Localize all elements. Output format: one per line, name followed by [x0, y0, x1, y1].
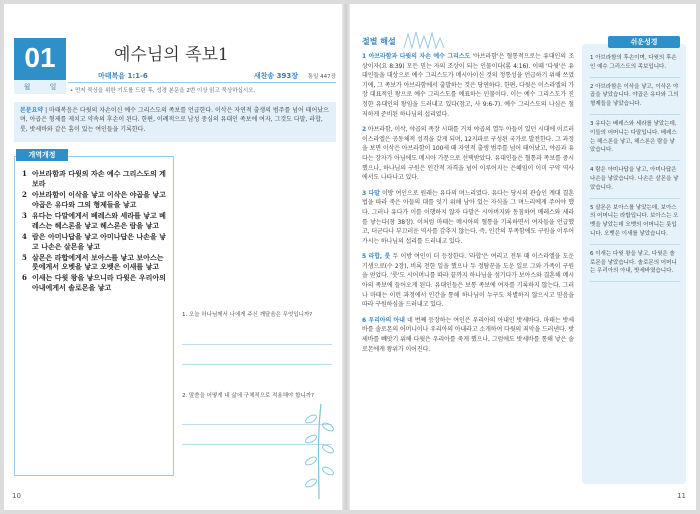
plant-illustration-icon	[299, 399, 339, 499]
right-page	[350, 4, 696, 510]
commentary-paragraph: 6 우리아의 아내 네 번째 등장하는 여인은 우리아의 아내인 밧세바다. 마태는 밧세바를 솔로몬의 어머니이나 우리아의 아내라고 소개하여 다윗의 죄악을 드러낸다. 밧세바를 빼앗기 위해 다윗은 우리아를 죽게 했으나, 그럼에도 밧세바를 통해 낳은 솔로몬에게 왕위가 이어진다.	[362, 316, 575, 353]
day-badge	[14, 38, 66, 94]
commentary-paragraph: 5 라합, 룻 두 이방 여인이 더 등장한다. '라합'은 여리고 전투 때 이스라엘을 도운 기생으로(수 2장), 비록 천한 일을 했으나 두 정탐꾼을 도운 일로 그와 가족이 구원을 얻었다. '룻'도 시어머니를 따라 끝까지 하나님을 섬기다가 보아스와 결혼해 메시아의 족보에 들어오게 된다. 유대인들은 보통 족보에 여자를 기록하지 않는다. 그러나 마태는 이런 과정에서 인간을 통해 하나님이 누구도 차별하지 않으시고 믿음을 따라 구원하심을 드러내고 있다.	[362, 253, 574, 309]
hymn-reference: 통일 447장	[307, 74, 336, 80]
scripture-reference: 마태복음 1:1-6	[98, 72, 148, 80]
easy-verse-item: 3 유다는 베레스와 세라를 낳았는데, 이들의 어머니는 다말입니다. 베레스는 헤스론을 낳고, 헤스론은 람을 낳았습니다.	[590, 120, 680, 161]
easy-verse-item: 4 람은 아미나답을 낳고, 아미나답은 나손을 낳았습니다. 나손은 살몬을 낳았습니다.	[590, 166, 680, 198]
page-number: 10	[12, 492, 21, 500]
verse-item: 4 람은 아미나답을 낳고 아미나답은 나손을 낳고 나손은 살몬을 낳고	[22, 231, 166, 251]
commentary-paragraph: 1 아브라함과 다윗의 자손 예수 그리스도 '아브라함'은 혈통적으로는 유대인의 조상이자(요 8:39) 모든 믿는 자의 조상이 되는 인물이다(롬 4:16). 이때 '다윗'은 유대인들을 대상으로 예수 그리스도가 메시아이신 것의 정통성을 언급하기 위해 쓰였기에, 그 족보가 아브라함에서 출발하는 것은 당연하다. 한편, 다윗은 이스라엘의 가장 대표적인 왕으로 예수 그리스도를 예표하는 인물이다. 이는 예수 그리스도가 진정한 유대인의 왕임을 드러내고 있다(참고, 사 9:6-7). 예수 그리스도의 나심은 철저하게 준비된 하나님의 섭리였다.	[362, 53, 575, 118]
summary-separator: |	[45, 107, 50, 114]
date-field	[14, 80, 66, 94]
easy-bible-label: 쉬운성경	[608, 36, 680, 48]
decorative-lines-icon	[402, 30, 446, 50]
page-number: 11	[677, 492, 686, 500]
overview-label: 개역개정	[16, 149, 68, 161]
easy-verse-item: 2 아브라함은 이삭을 낳고, 이삭은 야곱을 낳았습니다. 야곱은 유다와 그의 형제들을 낳았습니다.	[590, 83, 680, 115]
day-number: 01	[24, 42, 56, 73]
easy-verse-item: 5 살몬은 보아스를 낳았는데, 보아스의 어머니는 라합입니다. 보아스는 오벳을 낳았는데 오벳의 어머니는 룻입니다. 오벳은 이새를 낳았습니다.	[590, 204, 680, 245]
easy-bible-list	[590, 54, 680, 287]
scripture-bar	[68, 71, 336, 83]
answer-line[interactable]	[182, 344, 332, 345]
commentary-paragraph: 3 다말 이방 여인으로 원래는 유다의 며느리였다. 유다는 당시의 관습인 계대 결혼법을 따라 죽은 아들의 대를 잇기 위해 남아 있는 자식을 그 며느리에게 주어야 했다. 그러나 유다가 이를 이행하지 않자 다말은 시아버지와 동침하여 베레스와 세라를 낳는다(창 38장). 이처럼 마태는 메시아의 혈통을 기록하면서 여자들을 언급했고, 더군다나 부끄러운 역사를 감추지 않는다. 즉, 인간의 부족함에도 구원을 이루어 가시는 하나님의 섭리를 드러내고 있다.	[362, 189, 574, 245]
prayer-note: • 먼저 묵상을 위한 기도를 드린 후, 성경 본문을 2번 이상 읽고 묵상하십시오.	[70, 88, 256, 94]
commentary-body	[362, 52, 574, 360]
commentary-paragraph: 2 아브라함, 이삭, 야곱의 족장 시대를 거쳐 야곱의 열두 아들이 있던 시대에 이르러 이스라엘은 공동체적 성격을 갖게 되며, 12지파로 구성된 국가로 발전한다. 그 과정을 보면 이삭은 아브라함이 100세 때 자연적 출생 범주를 넘어 태어났고, 야곱과 유다는 장자가 아님에도 메시아 가문으로 선택받았다. 유대인들은 혈통과 족보를 중시했으나, 하나님의 구원은 인간적 자격을 넘어 이루어지는 은혜임이 이미 구약 역사에서도 나타나고 있다.	[362, 126, 574, 182]
verse-item: 6 이새는 다윗 왕을 낳으니라 다윗은 우리아의 아내에게서 솔로몬을 낳고	[22, 273, 166, 293]
answer-line[interactable]	[182, 364, 332, 365]
verse-item: 1 아브라함과 다윗의 자손 예수 그리스도의 계보라	[22, 169, 166, 188]
hymn-number: 새찬송 393장	[253, 72, 298, 80]
summary-label: 본문요약	[20, 107, 44, 114]
reflection-question-1: 1. 오늘 하나님께서 나에게 주신 깨달음은 무엇입니까?	[182, 312, 313, 318]
easy-verse-item: 6 이새는 다윗 왕을 낳고, 다윗은 솔로몬을 낳았습니다. 솔로몬의 어머니는 우리아의 아내, 밧세바였습니다.	[590, 250, 680, 282]
summary-box	[14, 102, 336, 142]
page-title: 예수님의 족보1	[114, 45, 229, 65]
summary-text: 마태복음은 다윗의 자손이신 예수 그리스도의 족보를 언급한다. 이삭은 자연적 출생의 범주를 넘어 태어났으며, 아곱은 형제를 제치고 약속의 후손이 된다. 한편, 이례적으로 남성 중심의 유대인 족보에 여자, 그것도 다말, 라합, 룻, 밧세바와 같은 흠이 있는 여인들을 기록한다.	[20, 107, 329, 133]
easy-verse-item: 1 아브라함의 후손이며, 다윗의 후손인 예수 그리스도의 족보입니다.	[590, 54, 680, 78]
left-page	[4, 4, 342, 510]
month-label: 월	[23, 83, 31, 91]
commentary-label: 절별 해설	[362, 37, 396, 46]
verse-item: 2 아브라함이 이삭을 낳고 이삭은 야곱을 낳고 야곱은 유다와 그의 형제들을 낳고	[22, 189, 166, 209]
overview-list	[22, 169, 168, 294]
day-label: 일	[49, 83, 57, 91]
verse-item: 5 살몬은 라합에게서 보아스를 낳고 보아스는 룻에게서 오벳을 낳고 오벳은 이새를 낳고	[22, 252, 164, 272]
verse-item: 3 유다는 다말에게서 베레스와 세라를 낳고 베레스는 헤스론을 낳고 헤스론은 람을 낳고	[22, 210, 166, 230]
book-spine	[342, 4, 350, 510]
reflection-question-2: 2. 말씀을 어떻게 내 삶에 구체적으로 적용해야 합니까?	[182, 393, 314, 399]
